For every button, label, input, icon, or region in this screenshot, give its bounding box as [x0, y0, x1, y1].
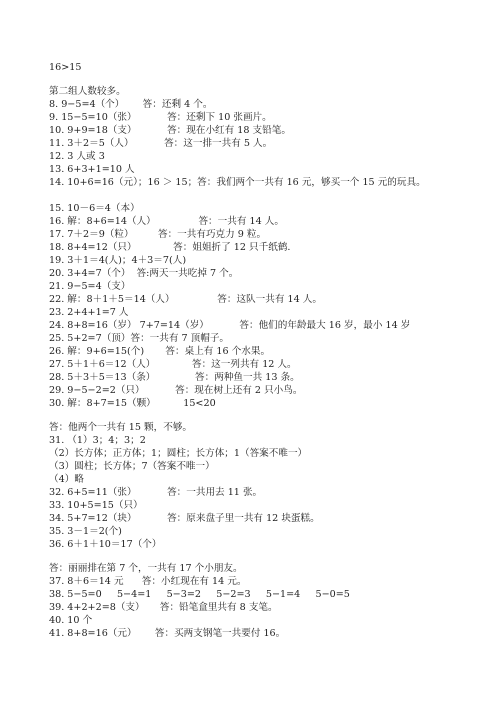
answer-line: 10. 9+9=18（支） 答：现在小红有 18 支铅笔。	[49, 125, 291, 136]
answer-line: （3）圆柱；长方体；7（答案不唯一）	[49, 461, 215, 472]
answer-line: 16. 解：8+6=14（人） 答：一共有 14 人。	[49, 216, 284, 227]
answer-line: 37. 8＋6＝14 元 答：小红现在有 14 元。	[49, 576, 247, 587]
answer-line: （2）长方体；正方体；1；圆柱；长方体；1（答案不唯一）	[49, 448, 308, 459]
answer-line: 25. 5+2=7（顶）答：一共有 7 顶帽子。	[49, 333, 230, 344]
answer-line: 22. 解：8＋1＋5＝14（人） 答：这队一共有 14 人。	[49, 294, 322, 305]
answer-line: 8. 9−5=4（个） 答：还剩 4 个。	[49, 99, 213, 110]
answer-line: 36. 6＋1＋10＝17（个）	[49, 539, 162, 550]
answer-line: 27. 5＋1＋6＝12（人） 答：这一列共有 12 人。	[49, 359, 297, 370]
answer-line: 28. 5＋3＋5＝13（条） 答：两种鱼一共 13 条。	[49, 372, 300, 383]
answer-line: 35. 3－1＝2(个)	[49, 526, 122, 537]
answer-line: 9. 15−5=10（张） 答：还剩下 10 张画片。	[49, 112, 272, 123]
answer-line: 32. 6+5=11（张） 答：一共用去 11 张。	[49, 487, 263, 498]
answer-line: 答：他两个一共有 15 颗，不够。	[49, 422, 193, 433]
answer-line: 15. 10－6＝4（本）	[49, 203, 140, 214]
answer-line: 21. 9−5=4（支）	[49, 281, 131, 292]
answer-line: 19. 3＋1＝4(人)；4＋3＝7(人)	[49, 255, 187, 266]
answer-line: 23. 2+4+1=7 人	[49, 307, 129, 318]
answer-line: 20. 3+4=7（个） 答:两天一共吃掉 7 个。	[49, 268, 239, 279]
answer-line: 31. （1）3；4；3；2	[49, 435, 146, 446]
answer-line: （4）略	[49, 474, 84, 485]
answer-line: 26. 解：9+6=15(个) 答：桌上有 16 个水果。	[49, 346, 271, 357]
answer-line: 11. 3＋2＝5（人） 答：这一排一共有 5 人。	[49, 138, 273, 149]
answer-line: 29. 9−5−2=2（只） 答：现在树上还有 2 只小鸟。	[49, 385, 303, 396]
answer-line: 30. 解：8+7=15（颗） 15<20	[49, 398, 216, 409]
answer-line: 38. 5−5=0 5−4=1 5−3=2 5−2=3 5−1=4 5−0=5	[49, 589, 350, 600]
answer-line: 33. 10+5=15（只）	[49, 500, 143, 511]
answer-line: 12. 3 人或 3	[49, 151, 105, 162]
answer-line: 24. 8+8=16（岁） 7+7=14（岁） 答：他们的年龄最大 16 岁，最小 14 岁	[49, 320, 411, 331]
answer-line: 第二组人数较多。	[49, 86, 126, 97]
answer-line: 39. 4+2+2=8（支） 答：铅笔盒里共有 8 支笔。	[49, 602, 278, 613]
answer-line: 16>15	[49, 62, 82, 73]
answer-line: 18. 8+4=12（只） 答：姐姐折了 12 只千纸鹤.	[49, 242, 291, 253]
answer-line: 41. 8+8=16（元） 答：买两支钢笔一共要付 16。	[49, 628, 286, 639]
answer-line: 答：丽丽排在第 7 个，一共有 17 个小朋友。	[49, 563, 243, 574]
answer-line: 17. 7＋2＝9（粒） 答：一共有巧克力 9 粒。	[49, 229, 267, 240]
answer-line: 34. 5+7=12（块） 答：原来盘子里一共有 12 块蛋糕。	[49, 513, 320, 524]
answer-line: 14. 10+6=16（元）；16 ＞ 15；答：我们两个一共有 16 元，够买一个 15 元的玩具。	[49, 177, 426, 188]
answer-line: 13. 6+3+1=10 人	[49, 164, 135, 175]
answer-line: 40. 10 个	[49, 615, 93, 626]
